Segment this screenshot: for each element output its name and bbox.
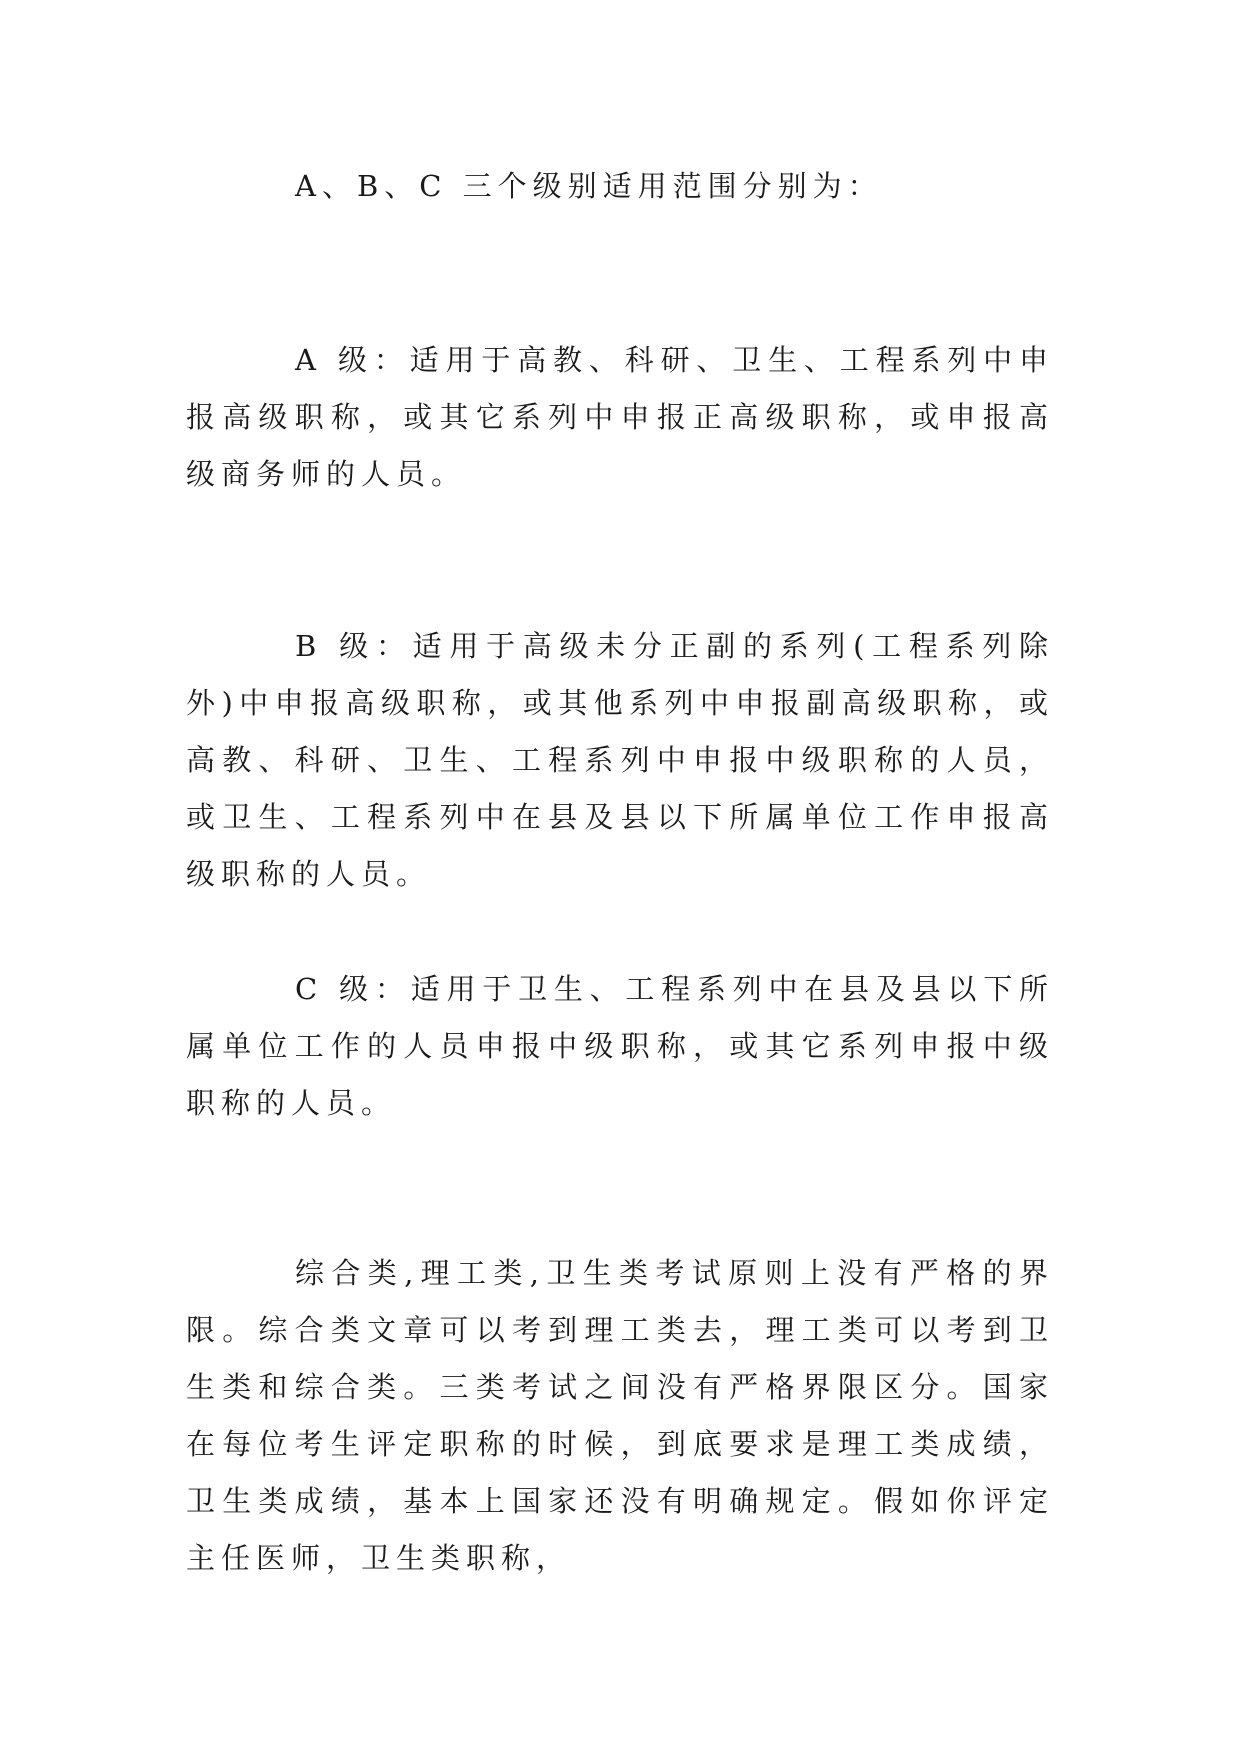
paragraph-levels-intro: A、B、C 三个级别适用范围分别为： [295, 169, 883, 203]
paragraph-level-b: B 级：适用于高级未分正副的系列(工程系列除外)中申报高级职称，或其他系列中申报副高级职称，或高教、科研、卫生、工程系列中申报中级职称的人员，或卫生、工程系列中在县及县以下所属单位工作申报高级职称的人员。 [186, 629, 1054, 891]
paragraph-level-c: C 级：适用于卫生、工程系列中在县及县以下所属单位工作的人员申报中级职称，或其它系列申报中级职称的人员。 [186, 972, 1054, 1120]
paragraph-exam-categories: 综合类,理工类,卫生类考试原则上没有严格的界限。综合类文章可以考到理工类去，理工类可以考到卫生类和综合类。三类考试之间没有严格界限区分。国家在每位考生评定职称的时候，到底要求是理工类成绩，卫生类成绩，基本上国家还没有明确规定。假如你评定主任医师，卫生类职称， [186, 1256, 1054, 1575]
paragraph-level-a: A 级：适用于高教、科研、卫生、工程系列中申报高级职称，或其它系列中申报正高级职称，或申报高级商务师的人员。 [186, 343, 1054, 491]
